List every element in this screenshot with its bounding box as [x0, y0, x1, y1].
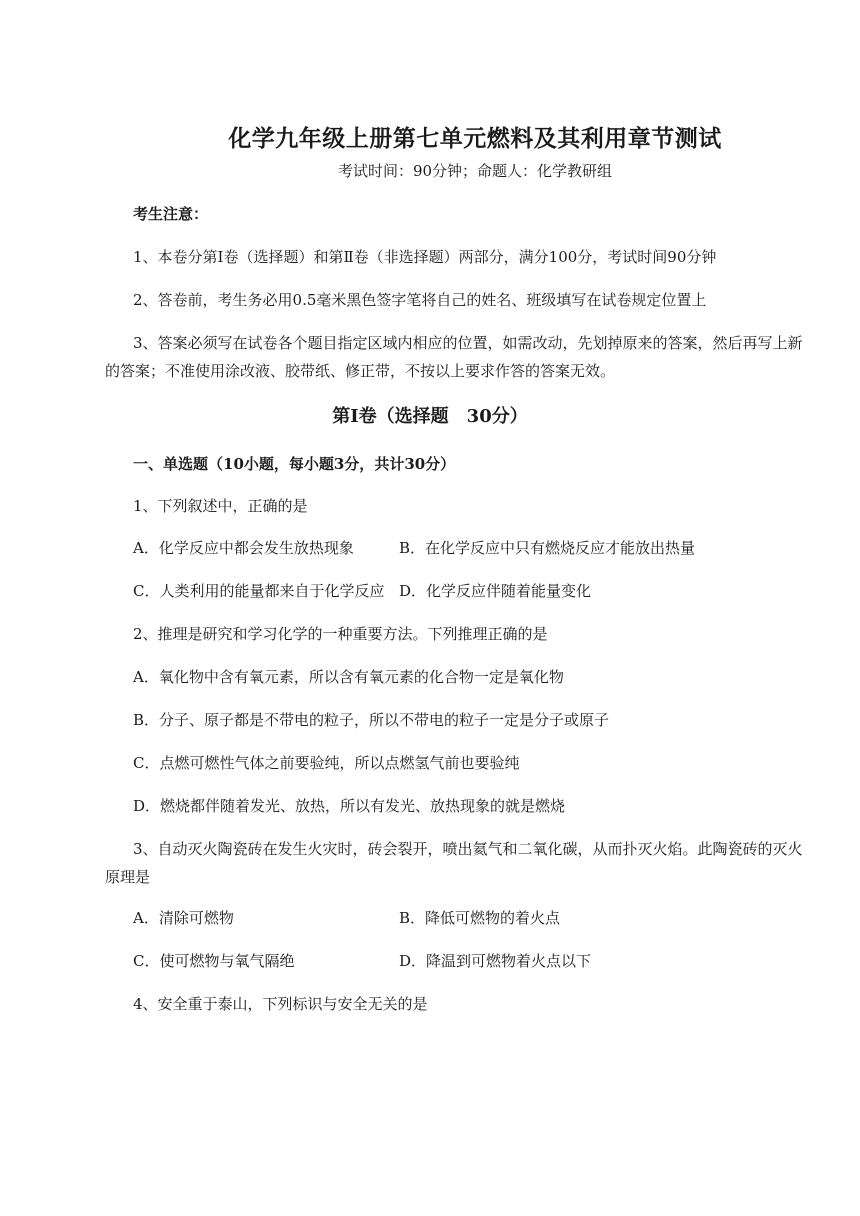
- option-c: C．使可燃物与氧气隔绝: [133, 952, 295, 970]
- notice-item: 1、本卷分第Ⅰ卷（选择题）和第Ⅱ卷（非选择题）两部分，满分100分，考试时间90分钟: [133, 248, 717, 266]
- option-b: B．在化学反应中只有燃烧反应才能放出热量: [399, 539, 696, 557]
- page-title: 化学九年级上册第七单元燃料及其利用章节测试: [228, 125, 722, 152]
- option-b: B．降低可燃物的着火点: [399, 909, 561, 927]
- exam-info: 考试时间：90分钟；命题人：化学教研组: [337, 162, 613, 180]
- section-title: 第Ⅰ卷（选择题 30分）: [332, 406, 528, 427]
- option-d: D．燃烧都伴随着发光、放热，所以有发光、放热现象的就是燃烧: [133, 797, 566, 815]
- question-stem: 3、自动灭火陶瓷砖在发生火灾时，砖会裂开，喷出氦气和二氧化碳，从而扑灭火焰。此陶瓷砖的灭火原理是: [105, 840, 803, 886]
- notice-heading: 考生注意：: [133, 205, 209, 223]
- question-stem: 2、推理是研究和学习化学的一种重要方法。下列推理正确的是: [133, 625, 548, 643]
- part-heading: 一、单选题（10小题，每小题3分，共计30分）: [133, 455, 456, 473]
- option-d: D．降温到可燃物着火点以下: [399, 952, 592, 970]
- option-b: B．分子、原子都是不带电的粒子，所以不带电的粒子一定是分子或原子: [133, 711, 610, 729]
- option-a: A．清除可燃物: [133, 909, 234, 927]
- question-stem: 4、安全重于泰山，下列标识与安全无关的是: [133, 995, 428, 1013]
- option-a: A．化学反应中都会发生放热现象: [133, 539, 354, 557]
- question-stem: 1、下列叙述中，正确的是: [133, 497, 308, 515]
- option-c: C．点燃可燃性气体之前要验纯，所以点燃氢气前也要验纯: [133, 754, 520, 772]
- option-a: A．氧化物中含有氧元素，所以含有氧元素的化合物一定是氧化物: [133, 668, 564, 686]
- notice-item: 2、答卷前，考生务必用0.5毫米黑色签字笔将自己的姓名、班级填写在试卷规定位置上: [133, 291, 707, 309]
- option-c: C．人类利用的能量都来自于化学反应: [133, 582, 385, 600]
- option-d: D．化学反应伴随着能量变化: [399, 582, 592, 600]
- notice-item: 3、答案必须写在试卷各个题目指定区域内相应的位置，如需改动，先划掉原来的答案，然后再写上新的答案；不准使用涂改液、胶带纸、修正带，不按以上要求作答的答案无效。: [105, 334, 803, 380]
